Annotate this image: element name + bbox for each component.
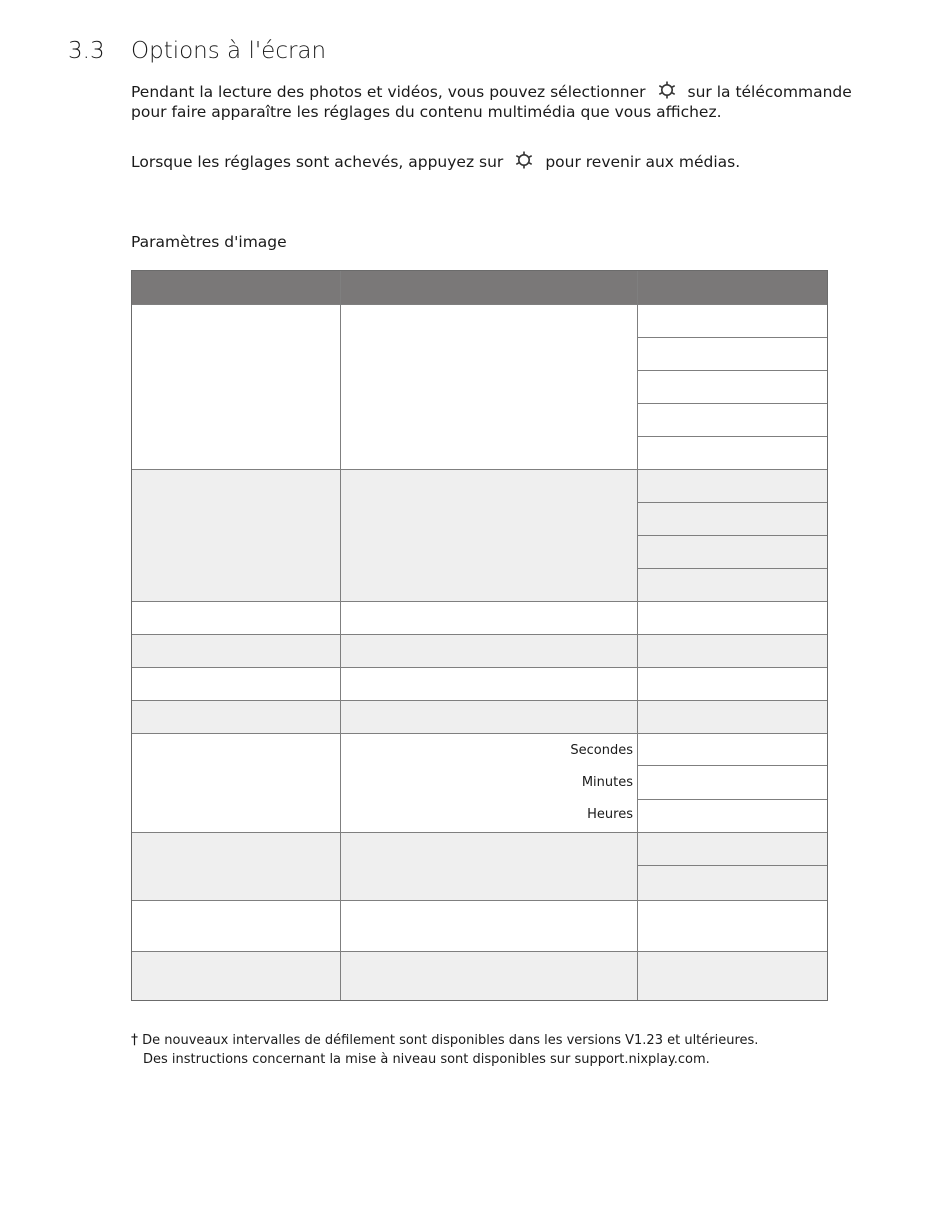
intro-line-1 [131,80,852,103]
sub-row-border [637,436,827,437]
row-border [132,900,827,901]
image-settings-table [131,270,828,1001]
footnote-mark: † [131,1032,138,1048]
column-divider [340,271,341,1000]
row-border [132,951,827,952]
sub-row-border [637,865,827,866]
intro-line-2: pour faire apparaître les réglages du contenu multimédia que vous affichez. [131,103,722,121]
sub-row-border [637,502,827,503]
table-row [132,951,827,1000]
sub-row-border [637,535,827,536]
sub-row-border [637,799,827,800]
table-row [132,634,827,667]
sub-row-border [637,765,827,766]
row-border [132,601,827,602]
row-border [132,832,827,833]
gear-icon [656,80,678,100]
sub-row-border [637,403,827,404]
table-header [132,271,827,304]
section-title: Options à l'écran [131,38,327,64]
sub-row-border [637,370,827,371]
table-row-group [132,832,827,900]
sub-row-border [637,568,827,569]
row-border [132,634,827,635]
row-border [132,469,827,470]
intro-line-1-after: sur la télécommande [687,83,852,101]
intro-line-3-after: pour revenir aux médias. [545,153,741,171]
row-border [132,700,827,701]
table-row [132,700,827,733]
section-number: 3.3 [68,38,105,64]
footnote-line-1 [131,1032,758,1048]
gear-icon [513,150,535,170]
row-border [132,667,827,668]
row-border [132,733,827,734]
intro-line-3-before: Lorsque les réglages sont achevés, appuyez sur [131,153,504,171]
footnote-line-2: Des instructions concernant la mise à niveau sont disponibles sur support.nixplay.com. [143,1052,710,1067]
table-caption: Paramètres d'image [131,233,287,251]
footnote-text-1: De nouveaux intervalles de défilement sont disponibles dans les versions V1.23 et ultérieures. [142,1033,759,1048]
unit-seconds: Secondes [570,743,633,758]
sub-row-border [637,337,827,338]
column-divider [637,271,638,1000]
intro-line-1-before: Pendant la lecture des photos et vidéos, vous pouvez sélectionner [131,83,646,101]
row-border [132,304,827,305]
unit-hours: Heures [587,807,633,822]
unit-minutes: Minutes [581,775,633,790]
intro-line-3 [131,150,740,173]
